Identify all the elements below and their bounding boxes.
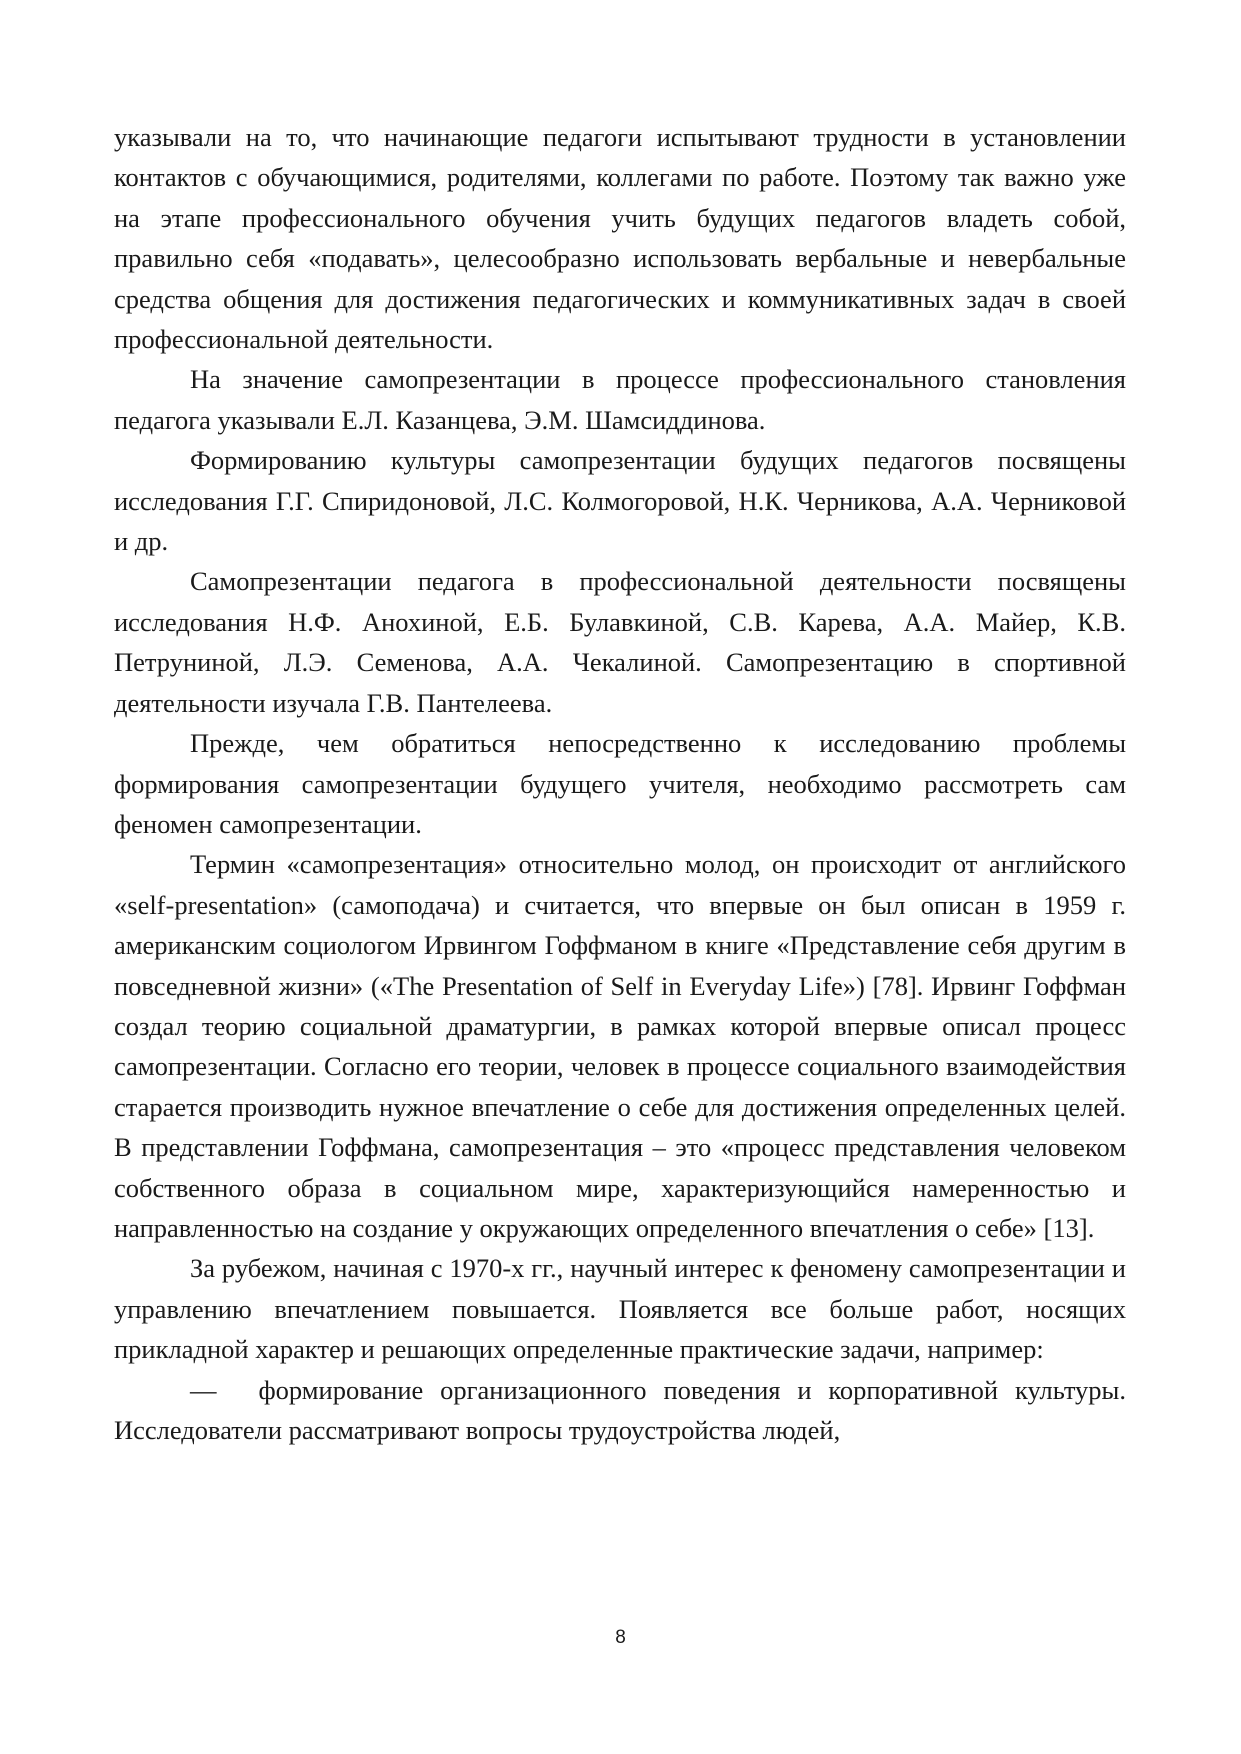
list-dash-marker: — [190, 1374, 217, 1405]
paragraph-5: Прежде, чем обратиться непосредственно к исследованию проблемы формирования самопрезентации будущего учителя, необходимо рассмотреть сам феномен самопрезентации. [114, 728, 1126, 839]
page-number: 8 [615, 1627, 626, 1648]
paragraph-7: За рубежом, начиная с 1970-х гг., научный интерес к феномену самопрезентации и управлению впечатлением повышается. Появляется все больше работ, носящих прикладной характер и решающих определенные практические задачи, например: [114, 1253, 1126, 1365]
paragraph-2: На значение самопрезентации в процессе профессионального становления педагога указывали Е.Л. Казанцева, Э.М. Шамсиддинова. [114, 364, 1126, 435]
paragraph-3: Формированию культуры самопрезентации будущих педагогов посвящены исследования Г.Г. Спиридоновой, Л.С. Колмогоровой, Н.К. Черникова, А.А. Черниковой и др. [114, 445, 1126, 557]
paragraph-1: указывали на то, что начинающие педагоги испытывают трудности в установлении контактов с обучающимися, родителями, коллегами по работе. Поэтому так важно уже на этапе профессионального обучения учить будущих педагогов владеть собой, правильно себя «подавать», целесообразно использовать вербальные и невербальные средства общения для достижения педагогических и коммуникативных задач в своей профессиональной деятельности. [114, 122, 1126, 355]
list-item-text: формирование организационного поведения и корпоративной культуры. Исследователи рассматривают вопросы трудоустройства людей, [114, 1374, 1126, 1445]
paragraph-4: Самопрезентации педагога в профессиональной деятельности посвящены исследования Н.Ф. Анохиной, Е.Б. Булавкиной, С.В. Карева, А.А. Майер, К.В. Петруниной, Л.Э. Семенова, А.А. Чекалиной. Самопрезентацию в спортивной деятельности изучала Г.В. Пантелеева. [114, 566, 1126, 718]
paragraph-6: Термин «самопрезентация» относительно молод, он происходит от английского «self-presentation» (самоподача) и считается, что впервые он был описан в 1959 г. американским социологом Ирвингом Гоффманом в книге «Представление себя другим в повседневной жизни» («The Presentation of Self in Everyday Life») [78]. Ирвинг Гоффман создал теорию социальной драматургии, в рамках которой впервые описал процесс самопрезентации. Согласно его теории, человек в процессе социального взаимодействия старается производить нужное впечатление о себе для достижения определенных целей. В представлении Гоффмана, самопрезентация – это «процесс представления человеком собственного образа в социальном мире, характеризующийся намеренностью и направленностью на создание у окружающих определенного впечатления о себе» [13]. [114, 849, 1126, 1243]
list-item [114, 1370, 1126, 1451]
document-body [114, 117, 1126, 1450]
